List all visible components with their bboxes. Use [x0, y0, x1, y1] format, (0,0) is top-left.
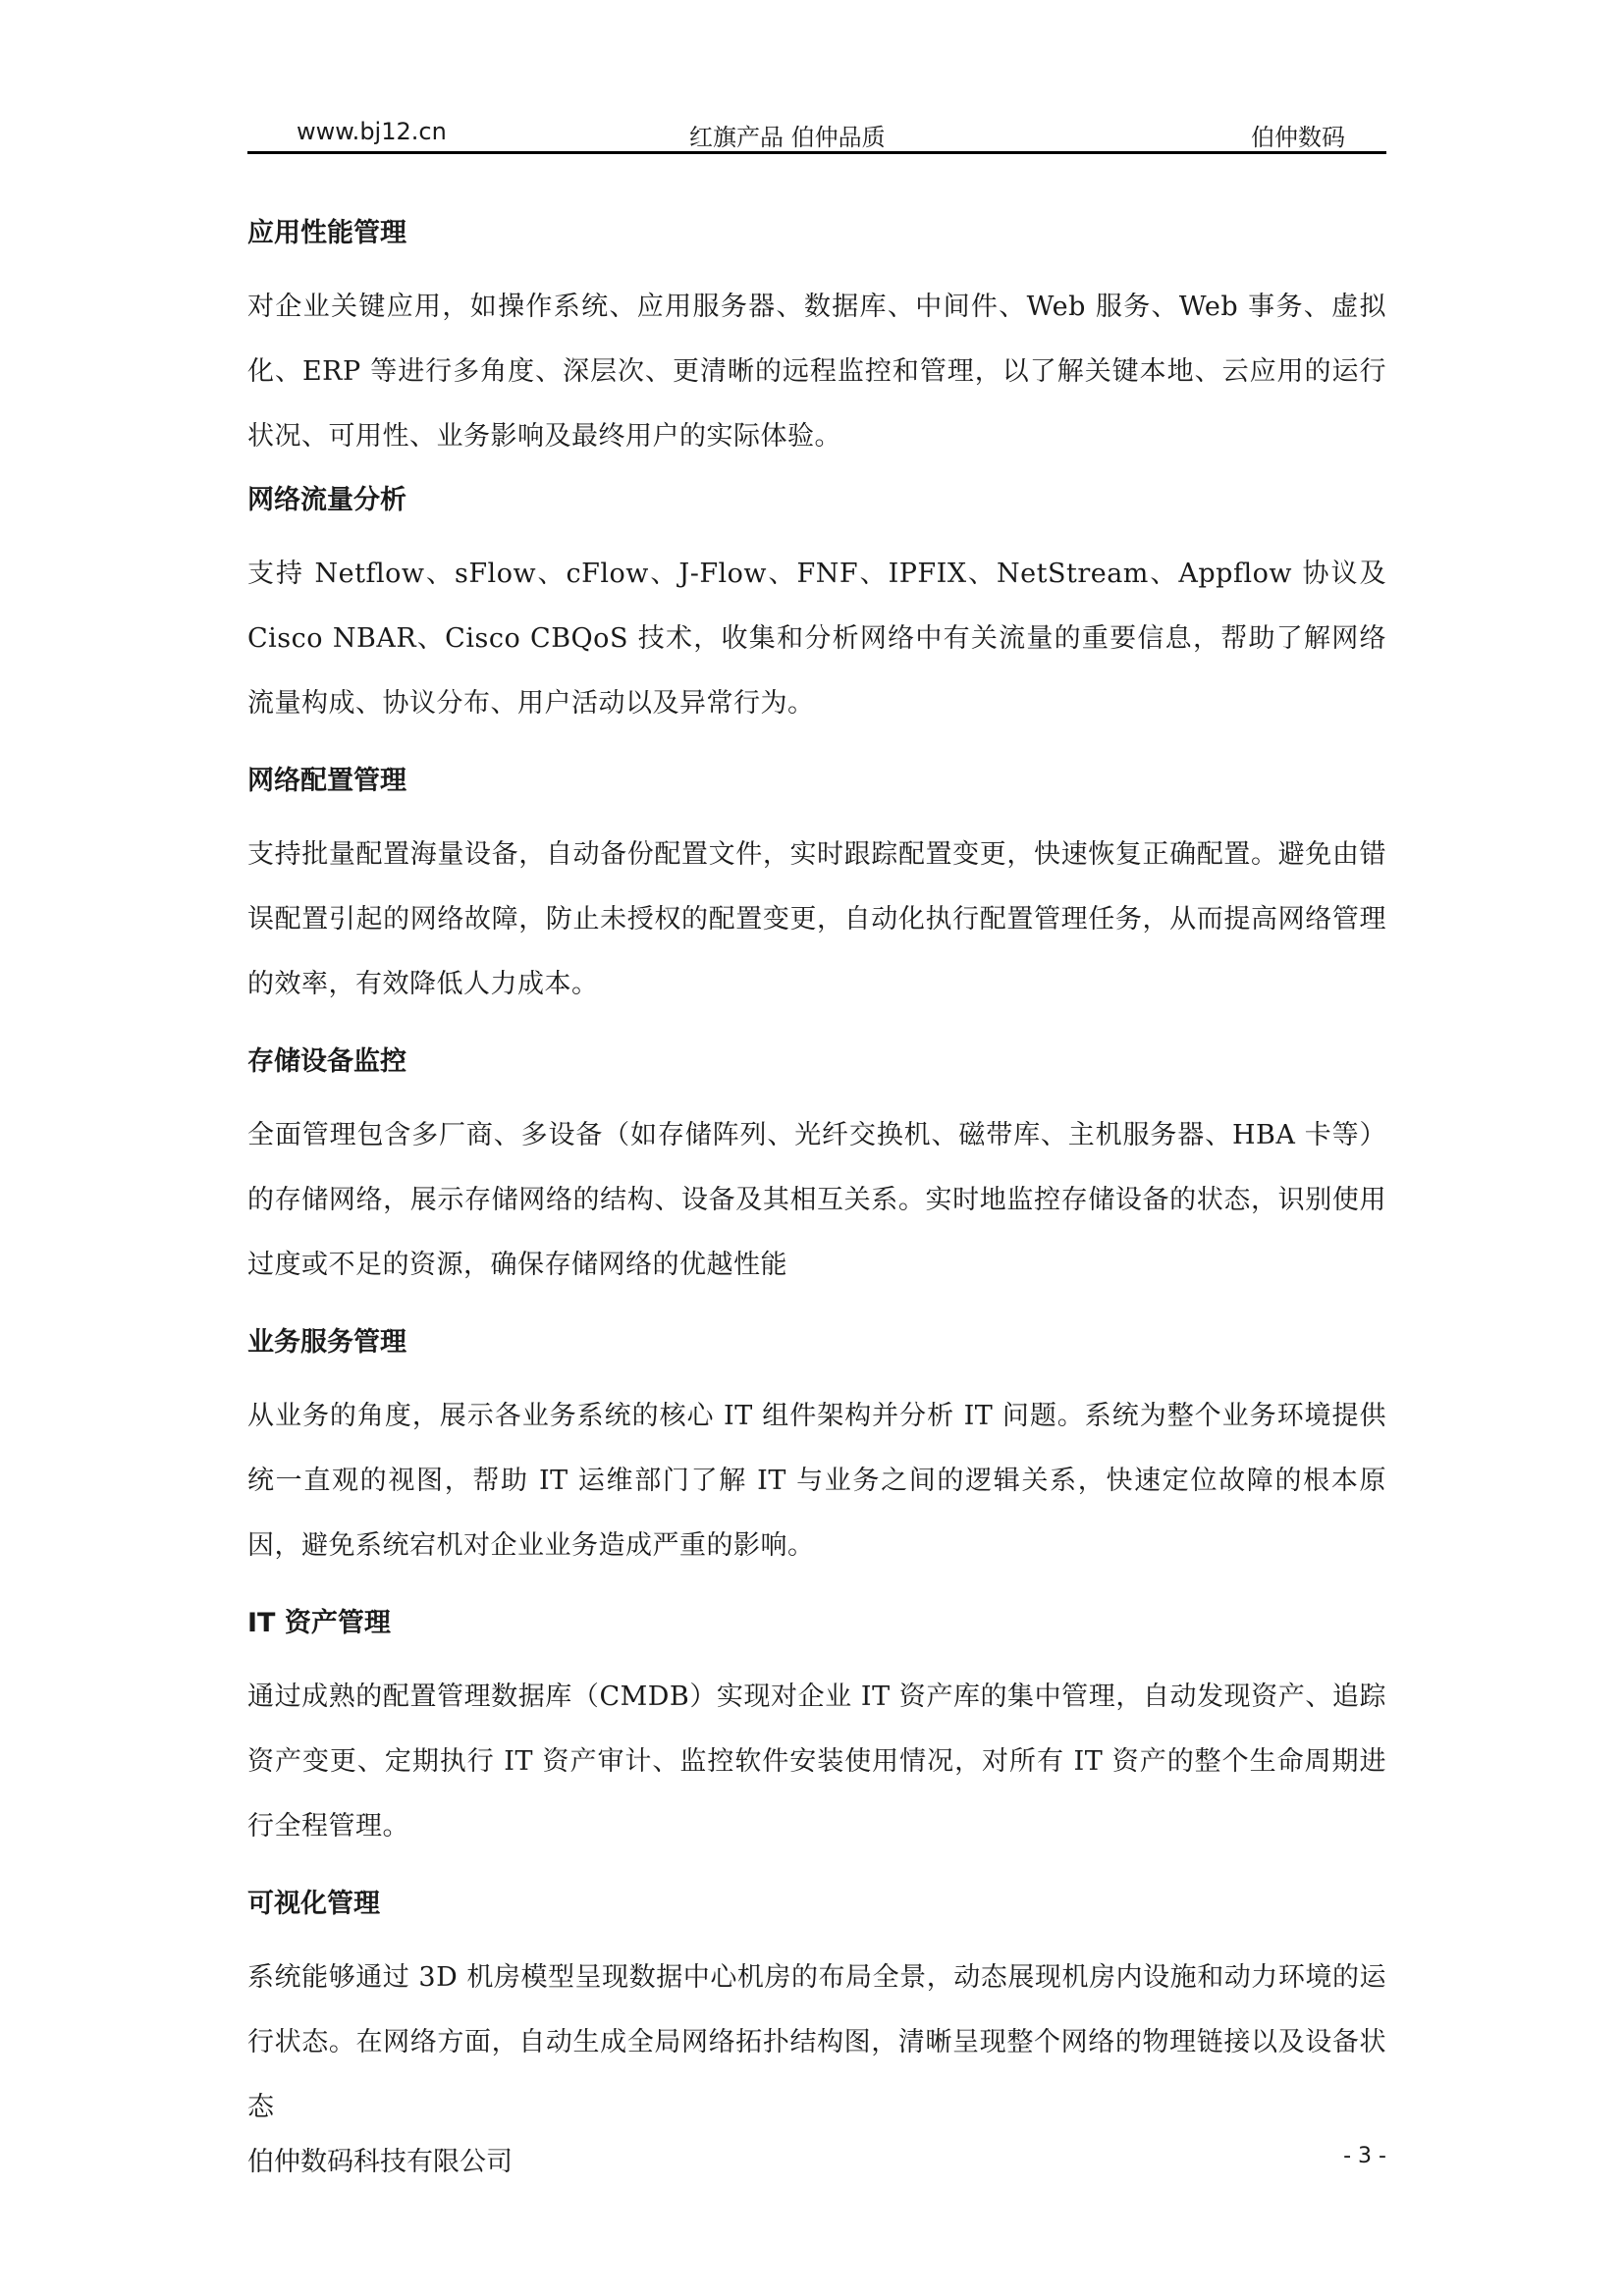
section-it-asset [247, 1606, 1386, 1859]
section-title: 应用性能管理 [247, 218, 406, 248]
section-paragraph: 对企业关键应用，如操作系统、应用服务器、数据库、中间件、Web 服务、Web 事务、虚拟化、ERP 等进行多角度、深层次、更清晰的远程监控和管理，以了解关键本地、云应用的运行状况、可用性、业务影响及最终用户的实际体验。 [247, 292, 1386, 452]
section-paragraph: 支持 Netflow、sFlow、cFlow、J-Flow、FNF、IPFIX、NetStream、Appflow 协议及 Cisco NBAR、Cisco CBQoS 技术，收集和分析网络中有关流量的重要信息，帮助了解网络流量构成、协议分布、用户活动以及异常行为。 [247, 559, 1386, 719]
section-title: 可视化管理 [247, 1889, 380, 1919]
section-title: IT 资产管理 [247, 1608, 391, 1638]
section-paragraph: 系统能够通过 3D 机房模型呈现数据中心机房的布局全景，动态展现机房内设施和动力环境的运行状态。在网络方面，自动生成全局网络拓扑结构图，清晰呈现整个网络的物理链接以及设备状态 [247, 1962, 1386, 2122]
page-header [247, 110, 1386, 154]
section-paragraph: 通过成熟的配置管理数据库（CMDB）实现对企业 IT 资产库的集中管理，自动发现资产、追踪资产变更、定期执行 IT 资产审计、监控软件安装使用情况，对所有 IT 资产的整个生命周期进行全程管理。 [247, 1682, 1386, 1842]
section-title: 网络配置管理 [247, 766, 406, 796]
page-number: - 3 - [1343, 2144, 1386, 2168]
section-visualization [247, 1887, 1386, 2140]
page-footer [247, 2140, 1386, 2179]
section-title: 业务服务管理 [247, 1327, 406, 1358]
document-body [247, 216, 1386, 2140]
section-title: 存储设备监控 [247, 1046, 406, 1077]
section-title: 网络流量分析 [247, 485, 406, 515]
header-website: www.bj12.cn [297, 118, 447, 145]
section-app-performance [247, 216, 1386, 469]
section-paragraph: 全面管理包含多厂商、多设备（如存储阵列、光纤交换机、磁带库、主机服务器、HBA 卡等）的存储网络，展示存储网络的结构、设备及其相互关系。实时地监控存储设备的状态，识别使用过度或不足的资源，确保存储网络的优越性能 [247, 1120, 1386, 1280]
footer-company: 伯仲数码科技有限公司 [247, 2147, 513, 2177]
section-business-service [247, 1325, 1386, 1578]
section-paragraph: 支持批量配置海量设备，自动备份配置文件，实时跟踪配置变更，快速恢复正确配置。避免由错误配置引起的网络故障，防止未授权的配置变更，自动化执行配置管理任务，从而提高网络管理的效率，有效降低人力成本。 [247, 839, 1386, 999]
header-brand: 伯仲数码 [1251, 124, 1345, 151]
section-network-traffic [247, 483, 1386, 736]
header-slogan: 红旗产品 伯仲品质 [689, 124, 886, 151]
section-network-config [247, 764, 1386, 1017]
section-storage-monitoring [247, 1044, 1386, 1298]
section-paragraph: 从业务的角度，展示各业务系统的核心 IT 组件架构并分析 IT 问题。系统为整个业务环境提供统一直观的视图，帮助 IT 运维部门了解 IT 与业务之间的逻辑关系，快速定位故障的根本原因，避免系统宕机对企业业务造成严重的影响。 [247, 1401, 1386, 1561]
